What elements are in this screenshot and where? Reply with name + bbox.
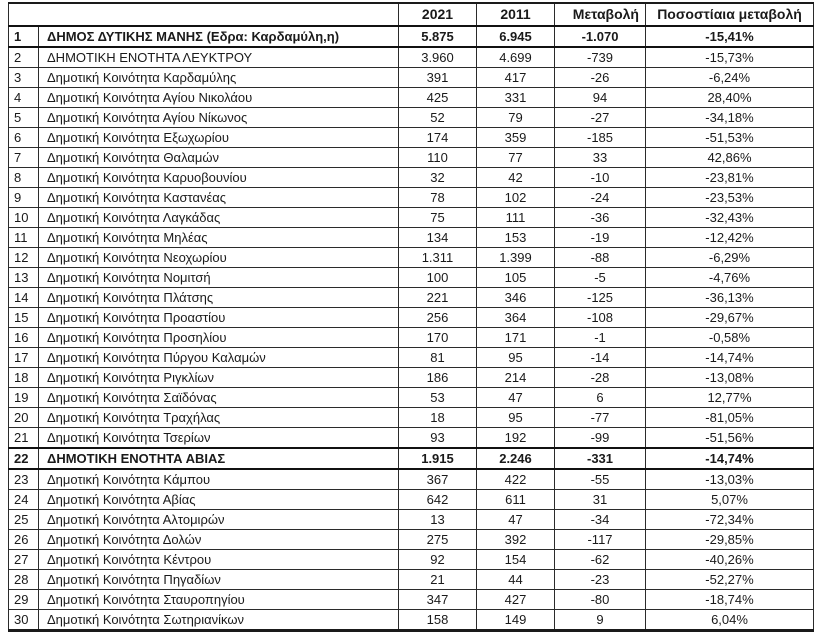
- table-row: [9, 368, 814, 388]
- value-2011-cell: 149: [477, 610, 555, 631]
- table-row: [9, 68, 814, 88]
- value-2011-cell: 111: [477, 208, 555, 228]
- row-number-cell: 26: [9, 530, 39, 550]
- value-2011-cell: 6.945: [477, 26, 555, 47]
- change-cell: -117: [555, 530, 646, 550]
- row-number-cell: 15: [9, 308, 39, 328]
- value-2021-cell: 275: [399, 530, 477, 550]
- header-blank-cell: [9, 3, 399, 26]
- row-number-cell: 29: [9, 590, 39, 610]
- value-2021-cell: 221: [399, 288, 477, 308]
- value-2011-cell: 154: [477, 550, 555, 570]
- change-cell: -28: [555, 368, 646, 388]
- area-name-cell: Δημοτική Κοινότητα Πλάτσης: [39, 288, 399, 308]
- pct-change-cell: -52,27%: [646, 570, 814, 590]
- change-cell: 31: [555, 490, 646, 510]
- table-row: [9, 248, 814, 268]
- change-cell: 6: [555, 388, 646, 408]
- table-row: [9, 610, 814, 631]
- row-number-cell: 13: [9, 268, 39, 288]
- row-number-cell: 30: [9, 610, 39, 631]
- value-2011-cell: 422: [477, 469, 555, 490]
- change-cell: -19: [555, 228, 646, 248]
- value-2021-cell: 78: [399, 188, 477, 208]
- table-row: [9, 328, 814, 348]
- pct-change-cell: -14,74%: [646, 348, 814, 368]
- row-number-cell: 18: [9, 368, 39, 388]
- table-row: [9, 208, 814, 228]
- change-cell: -99: [555, 428, 646, 449]
- value-2011-cell: 77: [477, 148, 555, 168]
- value-2021-cell: 158: [399, 610, 477, 631]
- row-number-cell: 3: [9, 68, 39, 88]
- area-name-cell: Δημοτική Κοινότητα Σαϊδόνας: [39, 388, 399, 408]
- value-2021-cell: 1.311: [399, 248, 477, 268]
- row-number-cell: 4: [9, 88, 39, 108]
- row-number-cell: 22: [9, 448, 39, 469]
- row-number-cell: 21: [9, 428, 39, 449]
- value-2011-cell: 192: [477, 428, 555, 449]
- area-name-cell: Δημοτική Κοινότητα Προσηλίου: [39, 328, 399, 348]
- pct-change-cell: -6,24%: [646, 68, 814, 88]
- row-number-cell: 8: [9, 168, 39, 188]
- area-name-cell: Δημοτική Κοινότητα Αγίου Νικολάου: [39, 88, 399, 108]
- change-cell: -1.070: [555, 26, 646, 47]
- pct-change-cell: 12,77%: [646, 388, 814, 408]
- change-cell: -739: [555, 47, 646, 68]
- table-row: [9, 88, 814, 108]
- value-2021-cell: 21: [399, 570, 477, 590]
- table-row: [9, 590, 814, 610]
- change-cell: -331: [555, 448, 646, 469]
- table-row: [9, 228, 814, 248]
- change-cell: -80: [555, 590, 646, 610]
- pct-change-cell: -6,29%: [646, 248, 814, 268]
- change-cell: -27: [555, 108, 646, 128]
- change-cell: -62: [555, 550, 646, 570]
- value-2011-cell: 102: [477, 188, 555, 208]
- value-2021-cell: 52: [399, 108, 477, 128]
- value-2021-cell: 100: [399, 268, 477, 288]
- table-row: [9, 388, 814, 408]
- value-2011-cell: 171: [477, 328, 555, 348]
- value-2011-cell: 359: [477, 128, 555, 148]
- row-number-cell: 14: [9, 288, 39, 308]
- value-2021-cell: 186: [399, 368, 477, 388]
- table-row: [9, 26, 814, 47]
- change-cell: -36: [555, 208, 646, 228]
- table-row: [9, 308, 814, 328]
- change-cell: 94: [555, 88, 646, 108]
- change-cell: -1: [555, 328, 646, 348]
- table-row: [9, 530, 814, 550]
- table-row: [9, 510, 814, 530]
- table-row: [9, 148, 814, 168]
- value-2021-cell: 134: [399, 228, 477, 248]
- value-2011-cell: 214: [477, 368, 555, 388]
- table-row: [9, 570, 814, 590]
- row-number-cell: 2: [9, 47, 39, 68]
- pct-change-cell: -15,73%: [646, 47, 814, 68]
- area-name-cell: Δημοτική Κοινότητα Κέντρου: [39, 550, 399, 570]
- pct-change-cell: -18,74%: [646, 590, 814, 610]
- change-cell: -14: [555, 348, 646, 368]
- area-name-cell: ΔΗΜΟΤΙΚΗ ΕΝΟΤΗΤΑ ΑΒΙΑΣ: [39, 448, 399, 469]
- area-name-cell: Δημοτική Κοινότητα Δολών: [39, 530, 399, 550]
- pct-change-cell: 5,07%: [646, 490, 814, 510]
- change-cell: -24: [555, 188, 646, 208]
- value-2021-cell: 642: [399, 490, 477, 510]
- value-2011-cell: 331: [477, 88, 555, 108]
- pct-change-cell: 42,86%: [646, 148, 814, 168]
- pct-change-cell: -15,41%: [646, 26, 814, 47]
- value-2021-cell: 75: [399, 208, 477, 228]
- area-name-cell: Δημοτική Κοινότητα Αγίου Νίκωνος: [39, 108, 399, 128]
- area-name-cell: Δημοτική Κοινότητα Ριγκλίων: [39, 368, 399, 388]
- value-2021-cell: 425: [399, 88, 477, 108]
- pct-change-cell: -14,74%: [646, 448, 814, 469]
- value-2021-cell: 18: [399, 408, 477, 428]
- pct-change-cell: -34,18%: [646, 108, 814, 128]
- table-row: [9, 490, 814, 510]
- pct-change-cell: -29,85%: [646, 530, 814, 550]
- row-number-cell: 28: [9, 570, 39, 590]
- change-cell: 33: [555, 148, 646, 168]
- value-2011-cell: 4.699: [477, 47, 555, 68]
- value-2011-cell: 153: [477, 228, 555, 248]
- change-cell: -77: [555, 408, 646, 428]
- table-row: [9, 550, 814, 570]
- area-name-cell: ΔΗΜΟΣ ΔΥΤΙΚΗΣ ΜΑΝΗΣ (Εδρα: Καρδαμύλη,η): [39, 26, 399, 47]
- value-2021-cell: 256: [399, 308, 477, 328]
- pct-change-cell: -51,53%: [646, 128, 814, 148]
- row-number-cell: 12: [9, 248, 39, 268]
- value-2021-cell: 13: [399, 510, 477, 530]
- value-2011-cell: 44: [477, 570, 555, 590]
- value-2021-cell: 1.915: [399, 448, 477, 469]
- value-2011-cell: 1.399: [477, 248, 555, 268]
- value-2021-cell: 347: [399, 590, 477, 610]
- value-2011-cell: 79: [477, 108, 555, 128]
- value-2011-cell: 42: [477, 168, 555, 188]
- row-number-cell: 16: [9, 328, 39, 348]
- header-pct-change: Ποσοστίαια μεταβολή: [646, 3, 814, 26]
- change-cell: -185: [555, 128, 646, 148]
- pct-change-cell: -51,56%: [646, 428, 814, 449]
- value-2011-cell: 47: [477, 510, 555, 530]
- area-name-cell: Δημοτική Κοινότητα Νομιτσή: [39, 268, 399, 288]
- table-body: [9, 26, 814, 631]
- pct-change-cell: 6,04%: [646, 610, 814, 631]
- change-cell: -55: [555, 469, 646, 490]
- table-row: [9, 108, 814, 128]
- row-number-cell: 17: [9, 348, 39, 368]
- area-name-cell: Δημοτική Κοινότητα Αλτομιρών: [39, 510, 399, 530]
- table-row: [9, 428, 814, 449]
- row-number-cell: 27: [9, 550, 39, 570]
- area-name-cell: Δημοτική Κοινότητα Τραχήλας: [39, 408, 399, 428]
- table-row: [9, 469, 814, 490]
- value-2021-cell: 3.960: [399, 47, 477, 68]
- area-name-cell: Δημοτική Κοινότητα Νεοχωρίου: [39, 248, 399, 268]
- table-row: [9, 348, 814, 368]
- change-cell: -23: [555, 570, 646, 590]
- area-name-cell: Δημοτική Κοινότητα Σταυροπηγίου: [39, 590, 399, 610]
- value-2021-cell: 110: [399, 148, 477, 168]
- table-row: [9, 128, 814, 148]
- value-2021-cell: 32: [399, 168, 477, 188]
- value-2011-cell: 2.246: [477, 448, 555, 469]
- change-cell: -5: [555, 268, 646, 288]
- value-2021-cell: 5.875: [399, 26, 477, 47]
- value-2021-cell: 391: [399, 68, 477, 88]
- change-cell: -26: [555, 68, 646, 88]
- area-name-cell: Δημοτική Κοινότητα Τσερίων: [39, 428, 399, 449]
- row-number-cell: 1: [9, 26, 39, 47]
- population-census-table: [8, 2, 814, 632]
- header-change: Μεταβολή: [555, 3, 646, 26]
- pct-change-cell: -0,58%: [646, 328, 814, 348]
- table-row: [9, 448, 814, 469]
- row-number-cell: 11: [9, 228, 39, 248]
- area-name-cell: Δημοτική Κοινότητα Εξωχωρίου: [39, 128, 399, 148]
- row-number-cell: 20: [9, 408, 39, 428]
- area-name-cell: Δημοτική Κοινότητα Πηγαδίων: [39, 570, 399, 590]
- pct-change-cell: -36,13%: [646, 288, 814, 308]
- row-number-cell: 23: [9, 469, 39, 490]
- area-name-cell: Δημοτική Κοινότητα Προαστίου: [39, 308, 399, 328]
- area-name-cell: Δημοτική Κοινότητα Κάμπου: [39, 469, 399, 490]
- pct-change-cell: 28,40%: [646, 88, 814, 108]
- pct-change-cell: -29,67%: [646, 308, 814, 328]
- value-2021-cell: 93: [399, 428, 477, 449]
- value-2021-cell: 53: [399, 388, 477, 408]
- pct-change-cell: -72,34%: [646, 510, 814, 530]
- value-2021-cell: 81: [399, 348, 477, 368]
- area-name-cell: ΔΗΜΟΤΙΚΗ ΕΝΟΤΗΤΑ ΛΕΥΚΤΡΟΥ: [39, 47, 399, 68]
- value-2021-cell: 170: [399, 328, 477, 348]
- value-2011-cell: 417: [477, 68, 555, 88]
- table-row: [9, 288, 814, 308]
- area-name-cell: Δημοτική Κοινότητα Σωτηριανίκων: [39, 610, 399, 631]
- pct-change-cell: -81,05%: [646, 408, 814, 428]
- pct-change-cell: -12,42%: [646, 228, 814, 248]
- pct-change-cell: -4,76%: [646, 268, 814, 288]
- table-row: [9, 188, 814, 208]
- row-number-cell: 7: [9, 148, 39, 168]
- area-name-cell: Δημοτική Κοινότητα Αβίας: [39, 490, 399, 510]
- pct-change-cell: -40,26%: [646, 550, 814, 570]
- area-name-cell: Δημοτική Κοινότητα Μηλέας: [39, 228, 399, 248]
- area-name-cell: Δημοτική Κοινότητα Καρυοβουνίου: [39, 168, 399, 188]
- value-2011-cell: 47: [477, 388, 555, 408]
- row-number-cell: 10: [9, 208, 39, 228]
- row-number-cell: 6: [9, 128, 39, 148]
- table-row: [9, 268, 814, 288]
- change-cell: -125: [555, 288, 646, 308]
- area-name-cell: Δημοτική Κοινότητα Καρδαμύλης: [39, 68, 399, 88]
- area-name-cell: Δημοτική Κοινότητα Λαγκάδας: [39, 208, 399, 228]
- row-number-cell: 19: [9, 388, 39, 408]
- pct-change-cell: -23,53%: [646, 188, 814, 208]
- value-2021-cell: 174: [399, 128, 477, 148]
- pct-change-cell: -13,03%: [646, 469, 814, 490]
- value-2011-cell: 392: [477, 530, 555, 550]
- change-cell: -34: [555, 510, 646, 530]
- value-2011-cell: 346: [477, 288, 555, 308]
- area-name-cell: Δημοτική Κοινότητα Πύργου Καλαμών: [39, 348, 399, 368]
- value-2011-cell: 95: [477, 348, 555, 368]
- area-name-cell: Δημοτική Κοινότητα Καστανέας: [39, 188, 399, 208]
- table-row: [9, 47, 814, 68]
- change-cell: -10: [555, 168, 646, 188]
- value-2011-cell: 95: [477, 408, 555, 428]
- value-2011-cell: 427: [477, 590, 555, 610]
- change-cell: 9: [555, 610, 646, 631]
- header-2021: 2021: [399, 3, 477, 26]
- value-2021-cell: 92: [399, 550, 477, 570]
- pct-change-cell: -32,43%: [646, 208, 814, 228]
- row-number-cell: 9: [9, 188, 39, 208]
- value-2011-cell: 364: [477, 308, 555, 328]
- row-number-cell: 5: [9, 108, 39, 128]
- area-name-cell: Δημοτική Κοινότητα Θαλαμών: [39, 148, 399, 168]
- table-row: [9, 168, 814, 188]
- header-2011: 2011: [477, 3, 555, 26]
- pct-change-cell: -23,81%: [646, 168, 814, 188]
- pct-change-cell: -13,08%: [646, 368, 814, 388]
- row-number-cell: 24: [9, 490, 39, 510]
- value-2011-cell: 611: [477, 490, 555, 510]
- table-row: [9, 408, 814, 428]
- value-2011-cell: 105: [477, 268, 555, 288]
- change-cell: -108: [555, 308, 646, 328]
- table-header-row: [9, 3, 814, 26]
- change-cell: -88: [555, 248, 646, 268]
- value-2021-cell: 367: [399, 469, 477, 490]
- row-number-cell: 25: [9, 510, 39, 530]
